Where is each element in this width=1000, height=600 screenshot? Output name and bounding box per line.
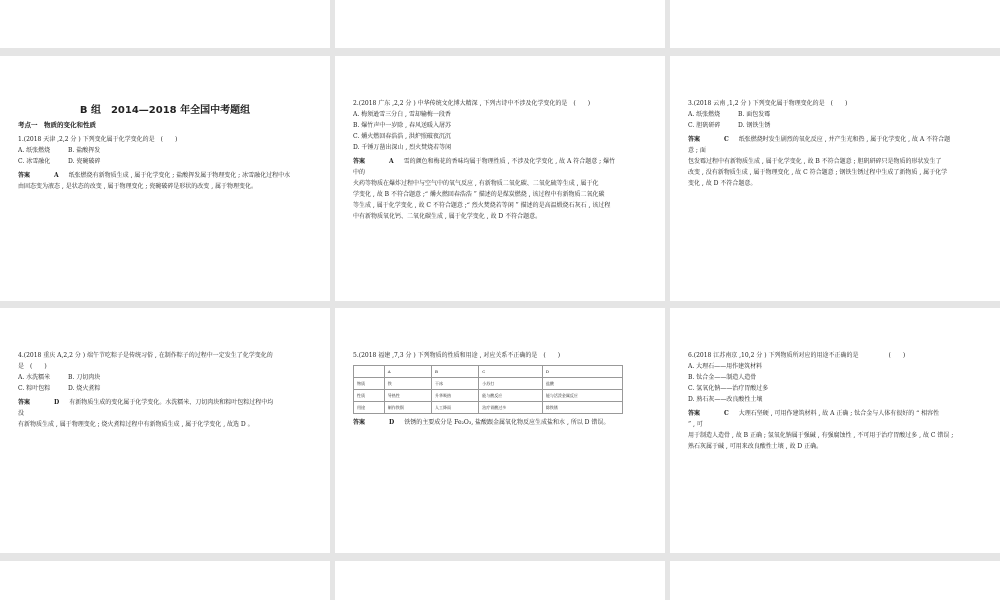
table-cell: 人工降雨	[432, 402, 479, 414]
table-cell: 用途	[354, 402, 385, 414]
option-c: C. 粽叶包粽	[18, 385, 51, 392]
table-cell: 治疗胃酸过多	[479, 402, 543, 414]
explanation-line: ” , 可	[688, 421, 703, 428]
explanation-line: 包发霉过程中有新物质生成 , 属于化学变化 , 故 B 不符合题意 ; 胆矾研碎只是物质的形状发生了	[688, 158, 942, 165]
options-row	[18, 372, 312, 383]
answer-letter: D	[54, 399, 60, 406]
explanation-line: 火药等物质在爆炸过程中与空气中的氧气反应 , 有新物质二氧化碳、二氧化硫等生成 , 属于化	[353, 180, 599, 187]
options-row	[18, 156, 312, 167]
explanation-line: 雪的颜色和梅花的香味均属于物理性质 , 不涉及化学变化 , 故 A 符合题意 ; 爆竹	[403, 158, 616, 165]
page-thumbnail-question-1[interactable]	[0, 56, 330, 301]
option-c: C. 氢氧化钠——治疗胃酸过多	[688, 385, 769, 392]
explanation-line: 熟石灰属于碱 , 可用来改良酸性土壤 , 故 D 正确。	[688, 443, 823, 450]
explanation-line: 有新物质生成的变化属于化学变化。水洗糯米、刀切肉块和粽叶包粽过程中均	[69, 399, 274, 406]
table-cell: 物质	[354, 378, 385, 390]
table-cell: 导热性	[384, 390, 431, 402]
table-cell: 小苏打	[479, 378, 543, 390]
options-row	[18, 383, 312, 394]
option-b: B. 钛合金——制造人造骨	[688, 374, 757, 381]
answer-line	[18, 170, 312, 181]
explanation-line: 意 ; 面	[688, 147, 706, 154]
question-text: 4.(2018 重庆 A,2,2 分 ) 端午节吃粽子是传统习俗 , 在制作粽子的过程中一定发生了化学变化的	[18, 352, 273, 359]
explanation-line: 铁锈的主要成分是 Fe₂O₃, 盐酸跟金属氧化物反应生成盐和水 , 所以 D 错误。	[404, 419, 610, 426]
option-d: D. 钢铁生锈	[738, 122, 771, 129]
options-row	[688, 109, 982, 120]
explanation-line: 纸张燃烧有新物质生成 , 属于化学变化 ; 盐酸挥发属于物理变化 ; 冰雪融化过程中水	[68, 172, 291, 179]
option-a: A. 水洗糯米	[18, 374, 51, 381]
table-cell: 能与酸反应	[479, 390, 543, 402]
answer-line	[688, 408, 982, 419]
explanation-line: 由固态变为液态 , 是状态的改变 , 属于物理变化 ; 瓷碗破碎是形状的改变 , 属于物理变化。	[18, 183, 258, 190]
table-cell: 制作铁锅	[384, 402, 431, 414]
explanation-line: 变化 , 故 D 不符合题意。	[688, 180, 757, 187]
answer-letter: A	[54, 172, 59, 179]
group-title: B 组 2014—2018 年全国中考题组	[79, 105, 251, 116]
answer-label: 答案	[353, 419, 366, 426]
page-thumbnail-top-3[interactable]	[670, 0, 1000, 48]
table-cell	[354, 366, 385, 378]
question-text: 5.(2018 福建 ,7,3 分 ) 下列物质的性质和用途 , 对应关系不正确的是 ( )	[353, 352, 561, 359]
option-a: A. 梅须逊雪三分白 , 雪却输梅一段香	[353, 111, 451, 118]
property-table	[353, 365, 623, 414]
explanation-line: 纸张燃烧时发生剧烈的氧化反应 , 并产生光和热 , 属于化学变化 , 故 A 不符合题	[738, 136, 951, 143]
explanation-line: 有新物质生成 , 属于物理变化 ; 烧火煮粽过程中有新物质生成 , 属于化学变化 , 故选 D 。	[18, 421, 254, 428]
page-content	[18, 104, 312, 192]
table-cell: 盐酸	[542, 378, 622, 390]
page-thumbnail-question-6[interactable]	[670, 308, 1000, 553]
answer-label: 答案	[18, 399, 31, 406]
page-thumbnail-question-2[interactable]	[335, 56, 665, 301]
option-d: D. 瓷碗破碎	[68, 158, 101, 165]
table-cell: D	[542, 366, 622, 378]
page-thumbnail-question-5[interactable]	[335, 308, 665, 553]
page-thumbnail-question-3[interactable]	[670, 56, 1000, 301]
page-content	[688, 98, 982, 189]
table-cell: 性质	[354, 390, 385, 402]
page-thumbnail-bottom-2[interactable]	[335, 561, 665, 600]
answer-line	[18, 397, 312, 408]
answer-label: 答案	[18, 172, 31, 179]
explanation-line: 中有新物质氧化钙、二氧化碳生成 , 属于化学变化 , 故 D 不符合题意。	[353, 213, 542, 220]
option-d: D. 熟石灰——改良酸性土壤	[688, 396, 763, 403]
table-cell: C	[479, 366, 543, 378]
page-thumbnail-question-4[interactable]	[0, 308, 330, 553]
question-text: 6.(2018 江苏南京 ,10,2 分 ) 下列物质所对应的用途不正确的是 ( )	[688, 352, 906, 359]
section-title: 考点一 物质的变化和性质	[18, 121, 96, 129]
table-cell: 除铁锈	[542, 402, 622, 414]
explanation-line: 等生成 , 属于化学变化 , 故 C 不符合题意 ;“ 烈火焚烧若等闲 ” 描述的是高温煅烧石灰石 , 该过程	[353, 202, 611, 209]
option-a: A. 纸张燃烧	[688, 111, 721, 118]
explanation-line: 中的	[353, 169, 366, 176]
explanation-line: 改变 , 没有新物质生成 , 属于物理变化 , 故 C 符合题意 ; 钢铁生锈过程中生成了新物质 , 属于化学	[688, 169, 948, 176]
table-row	[354, 378, 623, 390]
table-cell: 铁	[384, 378, 431, 390]
answer-letter: C	[724, 410, 729, 417]
page-thumbnail-bottom-3[interactable]	[670, 561, 1000, 600]
option-b: B. 面包发霉	[738, 111, 771, 118]
explanation-line: 学变化 , 故 B 不符合题意 ;“ 爝火燃回春浩浩 ” 描述的是煤炭燃烧 , 该过程中有新物质二氧化碳	[353, 191, 605, 198]
option-b: B. 盐酸挥发	[68, 147, 101, 154]
explanation-line: 没	[18, 410, 25, 417]
options-row	[688, 120, 982, 131]
table-row	[354, 366, 623, 378]
answer-label: 答案	[353, 158, 366, 165]
table-row	[354, 390, 623, 402]
answer-letter: C	[724, 136, 729, 143]
page-thumbnail-top-1[interactable]	[0, 0, 330, 48]
option-c: C. 胆矾研碎	[688, 122, 721, 129]
page-thumbnail-bottom-1[interactable]	[0, 561, 330, 600]
table-cell: B	[432, 366, 479, 378]
question-text: 1.(2018 天津 ,2,2 分 ) 下列变化属于化学变化的是 ( )	[18, 136, 178, 143]
answer-letter: A	[389, 158, 394, 165]
page-content	[18, 350, 312, 430]
table-row	[354, 402, 623, 414]
option-a: A. 纸张燃烧	[18, 147, 51, 154]
answer-label: 答案	[688, 410, 701, 417]
explanation-line: 用于制造人造骨 , 故 B 正确 ; 氢氧化钠属于强碱 , 有强腐蚀性 , 不可用于治疗胃酸过多 , 故 C 错误 ;	[688, 432, 954, 439]
page-content	[353, 98, 647, 222]
page-content	[688, 350, 982, 452]
answer-line	[353, 417, 647, 428]
table-cell: A	[384, 366, 431, 378]
answer-line	[353, 156, 647, 167]
table-cell: 干冰	[432, 378, 479, 390]
table-cell: 升华吸热	[432, 390, 479, 402]
answer-label: 答案	[688, 136, 701, 143]
option-c: C. 爝火燃回春浩浩 , 洪炉照破夜沉沉	[353, 133, 451, 140]
page-content	[353, 350, 647, 428]
explanation-line: 大理石坚硬 , 可用作建筑材料 , 故 A 正确 ; 钛合金与人体有很好的 “ 相容性	[738, 410, 940, 417]
question-text: 3.(2018 云南 ,1,2 分 ) 下列变化属于物理变化的是 ( )	[688, 100, 848, 107]
page-thumbnail-top-2[interactable]	[335, 0, 665, 48]
answer-line	[688, 134, 982, 145]
option-d: D. 千锤万凿出深山 , 烈火焚烧若等闲	[353, 144, 452, 151]
option-a: A. 大理石——用作建筑材料	[688, 363, 763, 370]
question-text: 2.(2018 广东 ,2,2 分 ) 中华传统文化博大精深 , 下列古诗中不涉及化学变化的是 ( )	[353, 100, 591, 107]
answer-letter: D	[389, 419, 395, 426]
option-b: B. 刀切肉块	[68, 374, 101, 381]
option-c: C. 冰雪融化	[18, 158, 51, 165]
table-cell: 能与活泼金属反应	[542, 390, 622, 402]
options-row	[18, 145, 312, 156]
option-b: B. 爆竹声中一岁除 , 春风送暖入屠苏	[353, 122, 451, 129]
option-d: D. 烧火煮粽	[68, 385, 101, 392]
question-text-cont: 是 ( )	[18, 363, 47, 370]
